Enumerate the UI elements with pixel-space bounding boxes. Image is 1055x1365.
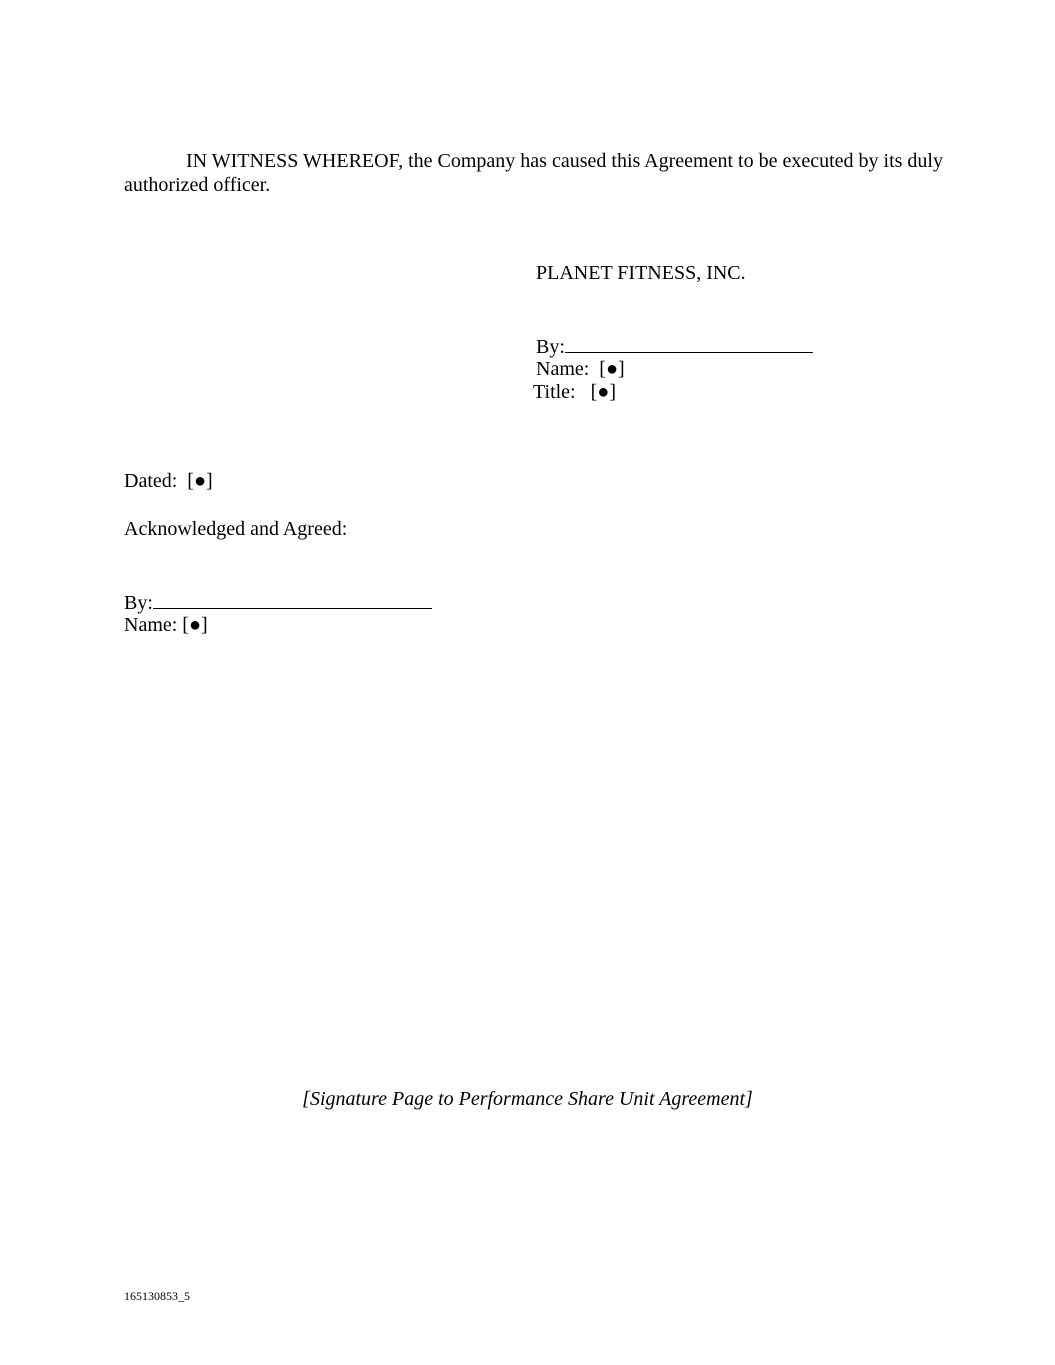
witness-clause-text: IN WITNESS WHEREOF, the Company has caused this Agreement to be executed by its duly authorized officer.	[124, 150, 943, 196]
company-signature-line	[536, 333, 813, 359]
company-signer-title: Title: [●]	[533, 381, 617, 403]
witness-clause	[124, 149, 944, 197]
participant-signature-blank	[153, 589, 432, 609]
company-by-label: By:	[536, 336, 565, 358]
dated-line: Dated: [●]	[124, 470, 213, 492]
company-signature-blank	[565, 333, 813, 353]
participant-by-label: By:	[124, 592, 153, 614]
participant-signature-line	[124, 589, 432, 615]
acknowledgment-heading: Acknowledged and Agreed:	[124, 518, 348, 540]
participant-name: Name: [●]	[124, 614, 208, 636]
signature-page-caption: [Signature Page to Performance Share Unit Agreement]	[302, 1088, 753, 1110]
document-number: 165130853_5	[124, 1289, 190, 1303]
company-name: PLANET FITNESS, INC.	[536, 262, 746, 284]
company-signer-name: Name: [●]	[536, 358, 625, 380]
